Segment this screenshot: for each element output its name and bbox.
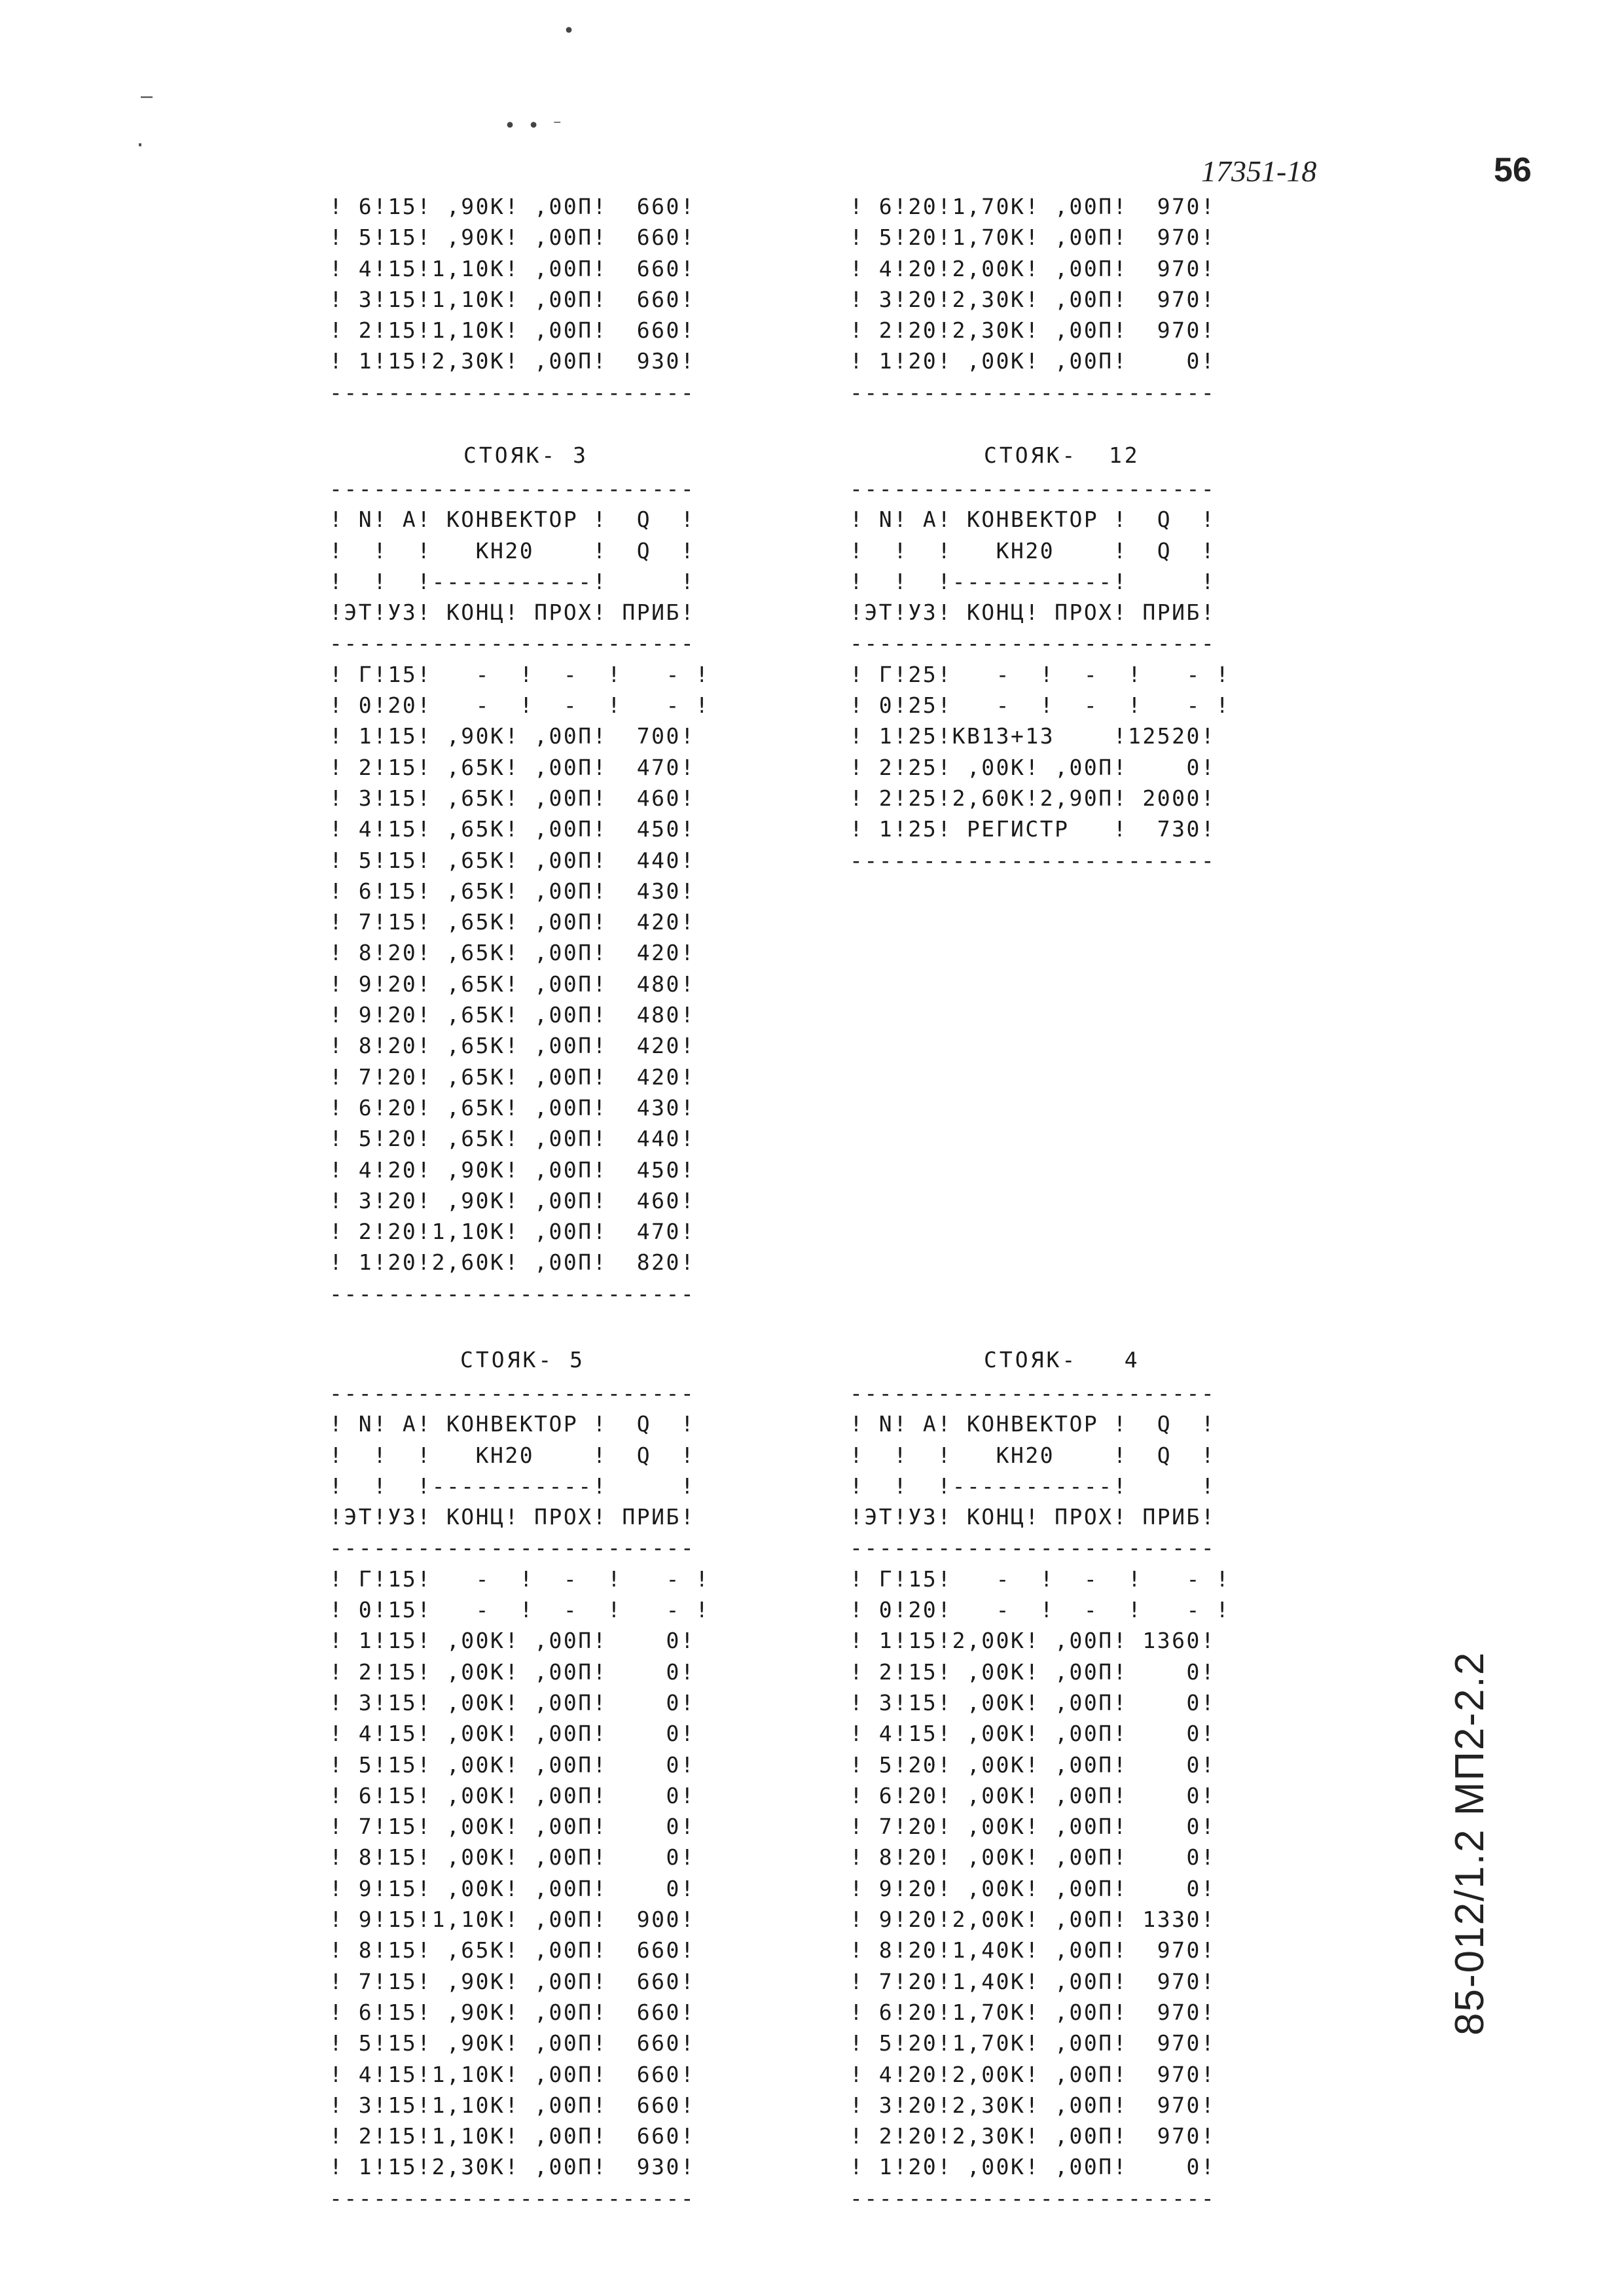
table-row: ! 4!15!1,10К! ,00П! 660! bbox=[329, 2061, 696, 2087]
table-row: ! 8!15! ,00К! ,00П! 0! bbox=[329, 1844, 696, 1871]
table-row: ! 1!15!2,30К! ,00П! 930! bbox=[329, 348, 696, 374]
table-row: ! 3!15!1,10К! ,00П! 660! bbox=[329, 2092, 696, 2118]
table-row: ! 2!15!1,10К! ,00П! 660! bbox=[329, 317, 696, 344]
table-row: ! ! !-----------! ! bbox=[329, 1473, 696, 1499]
table-row: ! 4!15! ,00К! ,00П! 0! bbox=[329, 1721, 696, 1747]
table-row: ------------------------- bbox=[329, 476, 696, 501]
table-row: ! 5!20!1,70К! ,00П! 970! bbox=[850, 224, 1216, 251]
table-row: ! 8!20! ,65К! ,00П! 420! bbox=[329, 1033, 696, 1059]
table-row: ! 5!15! ,00К! ,00П! 0! bbox=[329, 1751, 696, 1778]
scan-mark: · bbox=[134, 134, 147, 157]
document-number: 17351-18 bbox=[1201, 154, 1317, 188]
table-row: ------------------------- bbox=[850, 379, 1216, 405]
table-row: ! 2!15! ,65К! ,00П! 470! bbox=[329, 754, 696, 780]
table-row: ! 4!15! ,00К! ,00П! 0! bbox=[850, 1721, 1216, 1747]
table-row: ! 1!20!2,60К! ,00П! 820! bbox=[329, 1249, 696, 1276]
table-row: ! 9!20!2,00К! ,00П! 1330! bbox=[850, 1907, 1216, 1933]
table-row: ! 1!15!2,00К! ,00П! 1360! bbox=[850, 1628, 1216, 1654]
table-row: ! N! А! КОНВЕКТОР ! Q ! bbox=[329, 507, 696, 533]
table-row: ! 2!20!2,30К! ,00П! 970! bbox=[850, 317, 1216, 344]
table-row: ! 4!20!2,00К! ,00П! 970! bbox=[850, 255, 1216, 281]
table-row: ------------------------- bbox=[329, 1535, 696, 1561]
table-row: ------------------------- bbox=[329, 2185, 696, 2211]
table-row: ! 0!25! - ! - ! - ! bbox=[850, 692, 1231, 719]
table-row: ! 6!15! ,00К! ,00П! 0! bbox=[329, 1782, 696, 1808]
table-title: СТОЯК- 5 bbox=[460, 1347, 585, 1372]
table-row: ! N! А! КОНВЕКТОР ! Q ! bbox=[329, 1411, 696, 1437]
table-row: ! 5!15! ,65К! ,00П! 440! bbox=[329, 847, 696, 873]
table-row: ! 1!15! ,90К! ,00П! 700! bbox=[329, 723, 696, 749]
table-row: ! 5!15! ,90К! ,00П! 660! bbox=[329, 224, 696, 251]
table-row: ! 1!15! ,00К! ,00П! 0! bbox=[329, 1628, 696, 1654]
table-rows bbox=[850, 473, 1231, 876]
table-row: ! 9!15!1,10К! ,00П! 900! bbox=[329, 1907, 696, 1933]
table-row: ! 7!20! ,65К! ,00П! 420! bbox=[329, 1064, 696, 1090]
table-stoyak-4 bbox=[850, 1344, 1231, 2214]
table-row: ! 1!20! ,00К! ,00П! 0! bbox=[850, 2154, 1216, 2180]
table-row: !ЭТ!УЗ! КОНЦ! ПРОХ! ПРИБ! bbox=[850, 1504, 1216, 1530]
table-row: ! ! ! КН20 ! Q ! bbox=[850, 1442, 1216, 1468]
table-row: ! 6!20! ,00К! ,00П! 0! bbox=[850, 1782, 1216, 1808]
table-row: ! 0!20! - ! - ! - ! bbox=[850, 1597, 1231, 1623]
table-continuation-left bbox=[329, 191, 695, 408]
table-rows bbox=[329, 191, 695, 408]
table-row: ! 6!15! ,90К! ,00П! 660! bbox=[329, 194, 696, 219]
table-row: ! 9!20! ,65К! ,00П! 480! bbox=[329, 1002, 696, 1028]
table-row: ------------------------- bbox=[850, 476, 1216, 501]
table-row: ! 2!20!1,10К! ,00П! 470! bbox=[329, 1219, 696, 1245]
table-row: ! Г!25! - ! - ! - ! bbox=[850, 661, 1231, 687]
table-row: ! 1!25! РЕГИСТР ! 730! bbox=[850, 816, 1216, 842]
table-row: ! 2!15! ,00К! ,00П! 0! bbox=[850, 1659, 1216, 1685]
table-row: ! 6!20!1,70К! ,00П! 970! bbox=[850, 194, 1216, 219]
table-row: ! 6!20! ,65К! ,00П! 430! bbox=[329, 1094, 696, 1121]
table-row: ! 1!25!КВ13+13 !12520! bbox=[850, 723, 1216, 749]
table-row: ------------------------- bbox=[329, 630, 696, 656]
table-row: !ЭТ!УЗ! КОНЦ! ПРОХ! ПРИБ! bbox=[329, 600, 696, 626]
table-row: ! 2!25! ,00К! ,00П! 0! bbox=[850, 754, 1216, 780]
table-row: ! 7!15! ,00К! ,00П! 0! bbox=[329, 1814, 696, 1840]
table-continuation-right bbox=[850, 191, 1216, 408]
table-row: ! 5!20! ,65К! ,00П! 440! bbox=[329, 1126, 696, 1152]
table-rows bbox=[329, 1378, 710, 2214]
table-row: ! 6!15! ,90К! ,00П! 660! bbox=[329, 1999, 696, 2025]
table-row: ! 5!15! ,90К! ,00П! 660! bbox=[329, 2030, 696, 2056]
page-number: 56 bbox=[1494, 151, 1532, 189]
table-row: ! 7!15! ,90К! ,00П! 660! bbox=[329, 1968, 696, 1994]
table-row: ! 9!15! ,00К! ,00П! 0! bbox=[329, 1875, 696, 1901]
table-row: ! 7!15! ,65К! ,00П! 420! bbox=[329, 909, 696, 935]
table-row: ! Г!15! - ! - ! - ! bbox=[329, 661, 710, 687]
table-row: ! Г!15! - ! - ! - ! bbox=[329, 1566, 710, 1592]
table-stoyak-5 bbox=[329, 1344, 710, 2214]
table-row: ! 8!20! ,65К! ,00П! 420! bbox=[329, 940, 696, 966]
table-row: ! 2!20!2,30К! ,00П! 970! bbox=[850, 2123, 1216, 2149]
table-row: ! ! !-----------! ! bbox=[850, 1473, 1216, 1499]
table-row: ! Г!15! - ! - ! - ! bbox=[850, 1566, 1231, 1592]
table-row: ------------------------- bbox=[850, 847, 1216, 873]
table-row: ------------------------- bbox=[329, 1380, 696, 1406]
table-row: ! 2!15! ,00К! ,00П! 0! bbox=[329, 1659, 696, 1685]
table-row: ! 0!20! - ! - ! - ! bbox=[329, 692, 710, 719]
table-row: ! ! !-----------! ! bbox=[329, 568, 696, 594]
table-row: ! ! !-----------! ! bbox=[850, 568, 1216, 594]
table-row: ! 8!15! ,65К! ,00П! 660! bbox=[329, 1937, 696, 1964]
table-row: ! 2!15!1,10К! ,00П! 660! bbox=[329, 2123, 696, 2149]
table-row: ------------------------- bbox=[329, 1280, 696, 1306]
table-row: ! 4!20! ,90К! ,00П! 450! bbox=[329, 1157, 696, 1183]
table-row: ! 8!20!1,40К! ,00П! 970! bbox=[850, 1937, 1216, 1964]
table-row: ! 3!15! ,00К! ,00П! 0! bbox=[850, 1689, 1216, 1715]
table-row: ! ! ! КН20 ! Q ! bbox=[329, 1442, 696, 1468]
table-row: ! 6!15! ,65К! ,00П! 430! bbox=[329, 878, 696, 904]
table-row: ------------------------- bbox=[850, 1535, 1216, 1561]
table-row: ! 4!15! ,65К! ,00П! 450! bbox=[329, 816, 696, 842]
table-row: ! ! ! КН20 ! Q ! bbox=[850, 537, 1216, 564]
table-row: ------------------------- bbox=[850, 2185, 1216, 2211]
table-row: ! ! ! КН20 ! Q ! bbox=[329, 537, 696, 564]
table-stoyak-3 bbox=[329, 440, 710, 1309]
table-title: СТОЯК- 3 bbox=[463, 442, 588, 468]
table-row: ! 4!15!1,10К! ,00П! 660! bbox=[329, 255, 696, 281]
table-row: ! 5!20! ,00К! ,00П! 0! bbox=[850, 1751, 1216, 1778]
table-row: !ЭТ!УЗ! КОНЦ! ПРОХ! ПРИБ! bbox=[850, 600, 1216, 626]
table-row: ! 3!20! ,90К! ,00П! 460! bbox=[329, 1187, 696, 1213]
table-row: ! 2!25!2,60К!2,90П! 2000! bbox=[850, 785, 1216, 811]
side-document-code: 85-012/1.2 МП2-2.2 bbox=[1447, 1651, 1492, 2036]
table-stoyak-12 bbox=[850, 440, 1231, 876]
table-row: ! 3!20!2,30К! ,00П! 970! bbox=[850, 2092, 1216, 2118]
table-row: ! 3!15!1,10К! ,00П! 660! bbox=[329, 286, 696, 312]
table-row: ------------------------- bbox=[850, 630, 1216, 656]
table-row: ! 3!15! ,00К! ,00П! 0! bbox=[329, 1689, 696, 1715]
table-row: ! 1!15!2,30К! ,00П! 930! bbox=[329, 2154, 696, 2180]
table-row: !ЭТ!УЗ! КОНЦ! ПРОХ! ПРИБ! bbox=[329, 1504, 696, 1530]
table-row: ! 3!15! ,65К! ,00П! 460! bbox=[329, 785, 696, 811]
table-row: ! 5!20!1,70К! ,00П! 970! bbox=[850, 2030, 1216, 2056]
table-row: ! N! А! КОНВЕКТОР ! Q ! bbox=[850, 507, 1216, 533]
table-rows bbox=[850, 191, 1216, 408]
table-row: ! 3!20!2,30К! ,00П! 970! bbox=[850, 286, 1216, 312]
table-row: ! 9!20! ,65К! ,00П! 480! bbox=[329, 971, 696, 997]
table-row: ------------------------- bbox=[850, 1380, 1216, 1406]
table-rows bbox=[329, 473, 710, 1309]
table-row: ! 9!20! ,00К! ,00П! 0! bbox=[850, 1875, 1216, 1901]
table-row: ! 0!15! - ! - ! - ! bbox=[329, 1597, 710, 1623]
table-row: ! 4!20!2,00К! ,00П! 970! bbox=[850, 2061, 1216, 2087]
table-row: ! 8!20! ,00К! ,00П! 0! bbox=[850, 1844, 1216, 1871]
table-title: СТОЯК- 12 bbox=[984, 442, 1140, 468]
table-row: ------------------------- bbox=[329, 379, 696, 405]
table-row: ! 6!20!1,70К! ,00П! 970! bbox=[850, 1999, 1216, 2025]
table-row: ! N! А! КОНВЕКТОР ! Q ! bbox=[850, 1411, 1216, 1437]
table-rows bbox=[850, 1378, 1231, 2214]
table-row: ! 7!20! ,00К! ,00П! 0! bbox=[850, 1814, 1216, 1840]
scan-mark: • bbox=[563, 20, 575, 43]
table-row: ! 7!20!1,40К! ,00П! 970! bbox=[850, 1968, 1216, 1994]
scan-mark: – bbox=[141, 85, 153, 108]
table-title: СТОЯК- 4 bbox=[984, 1347, 1140, 1372]
scan-mark: • • ⁻ bbox=[504, 115, 564, 137]
table-row: ! 1!20! ,00К! ,00П! 0! bbox=[850, 348, 1216, 374]
